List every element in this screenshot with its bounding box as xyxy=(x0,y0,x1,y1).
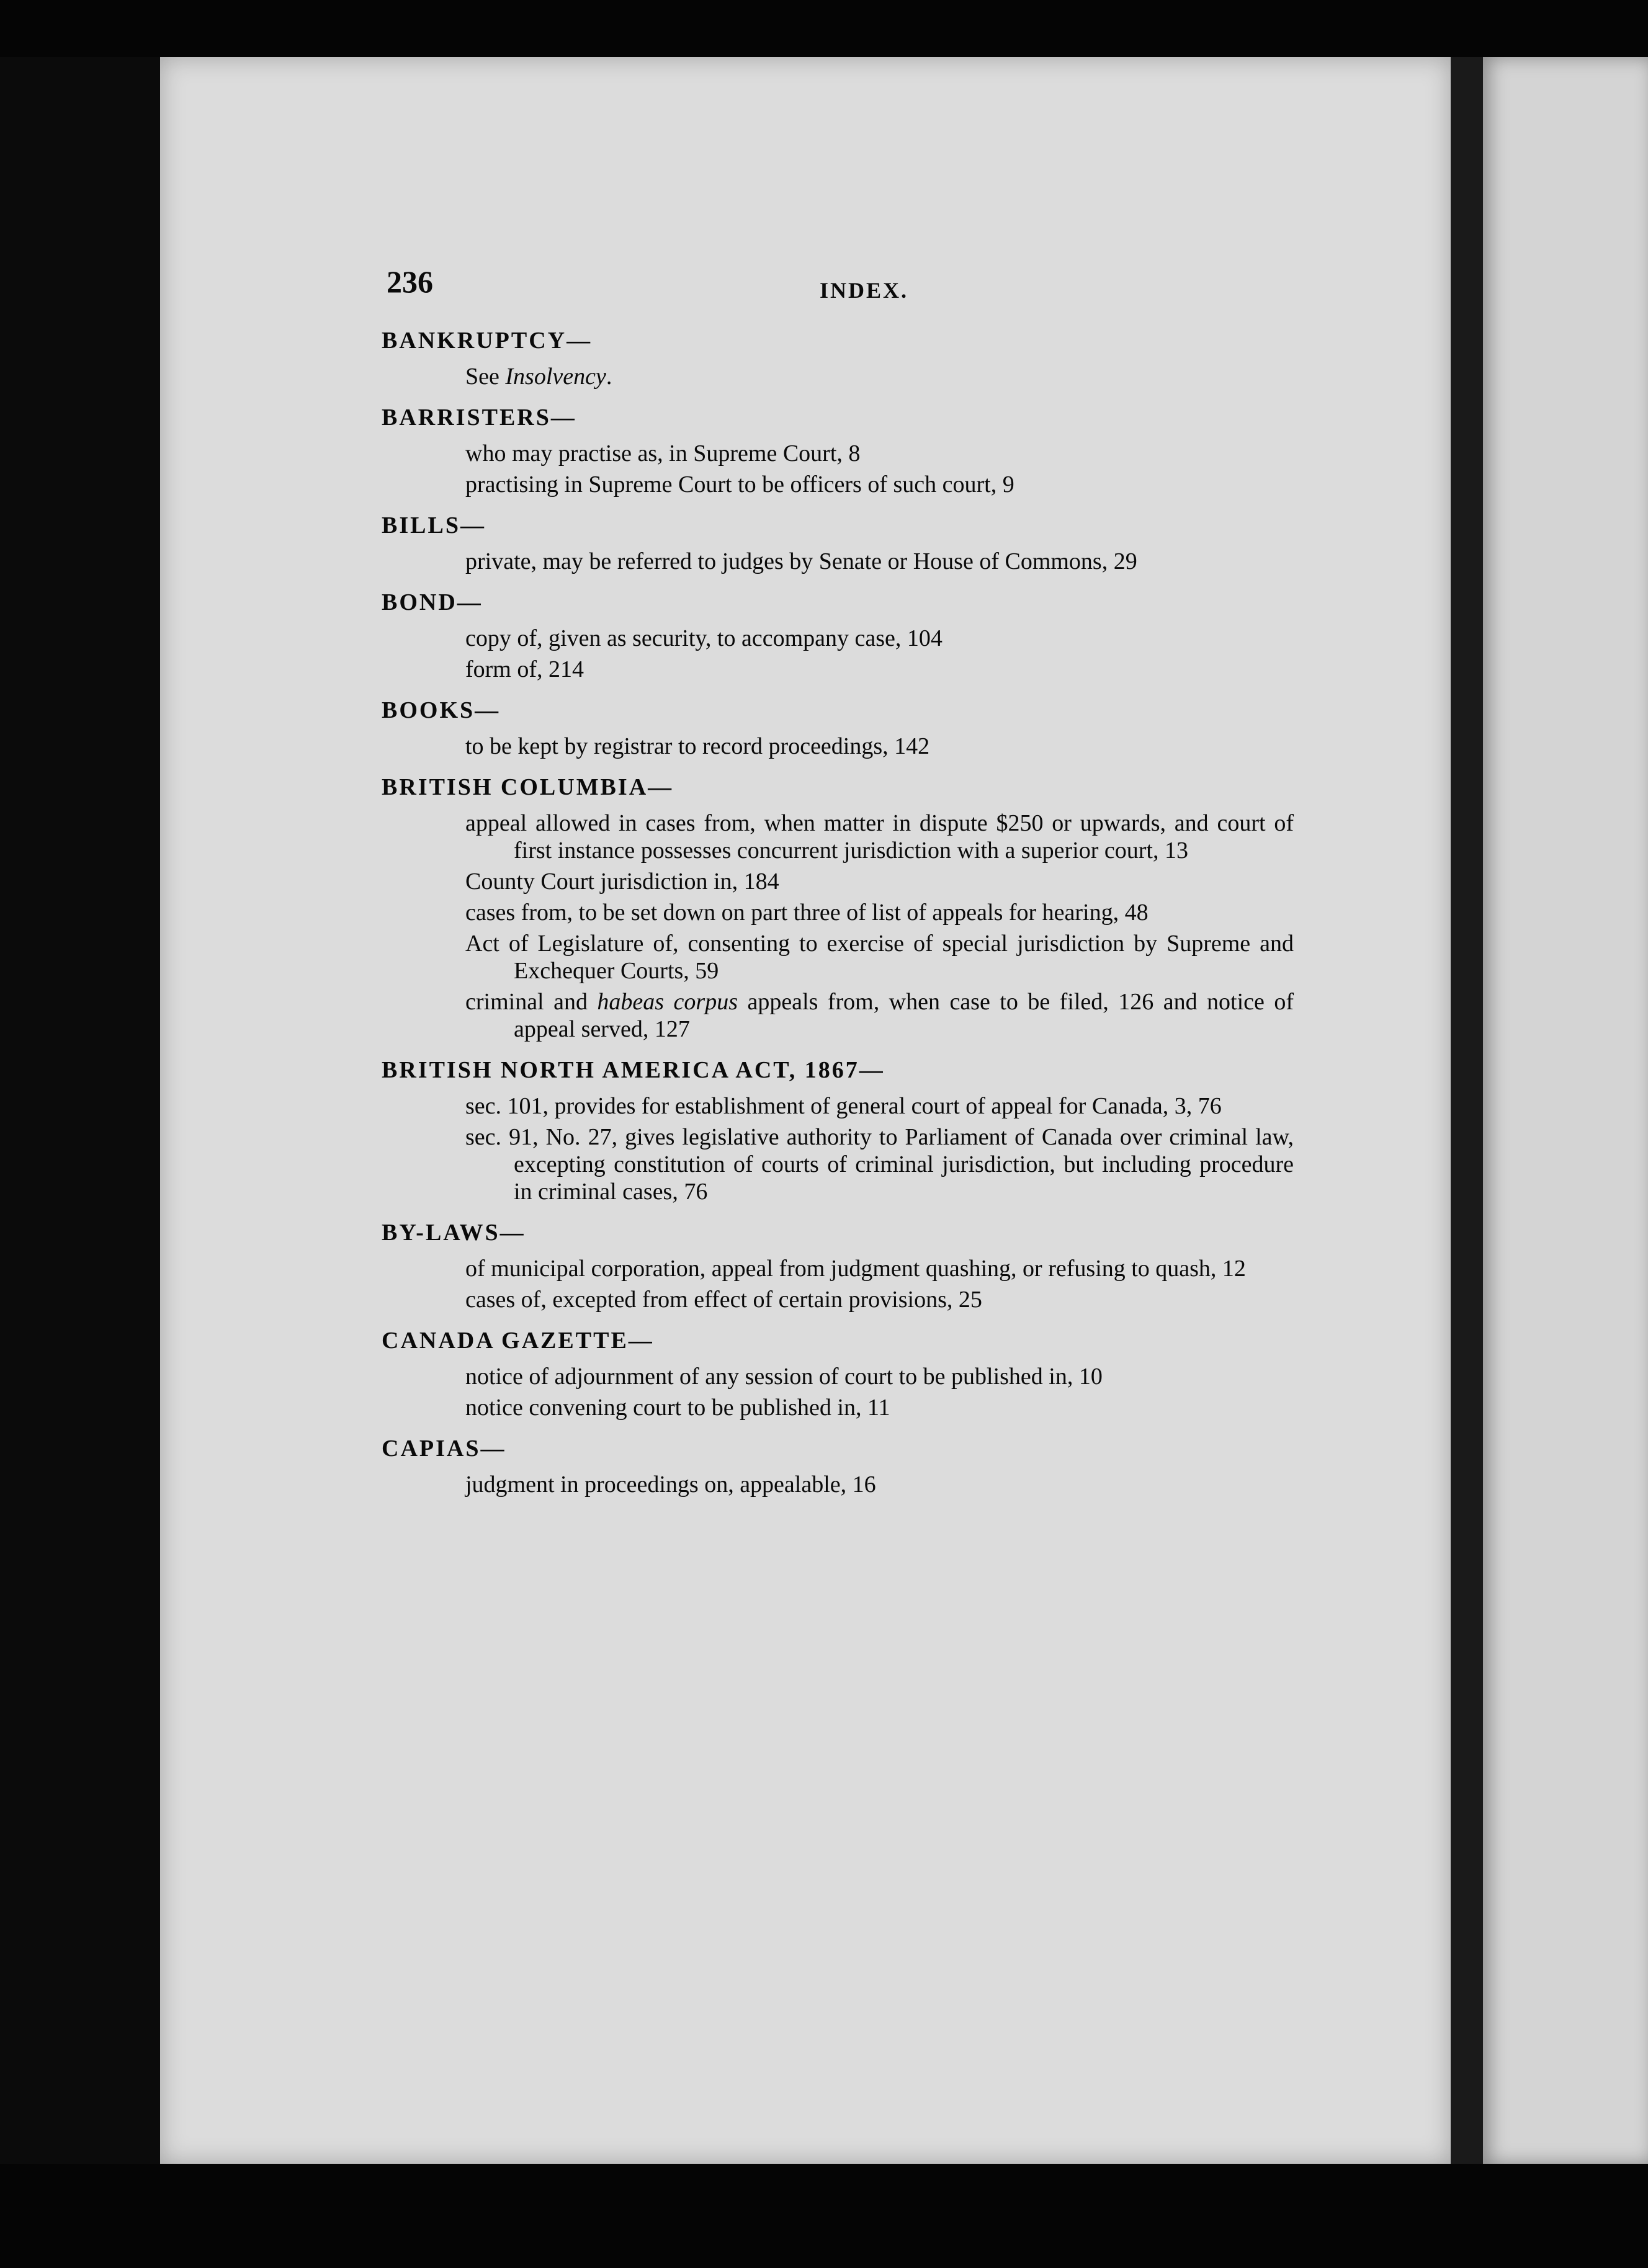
index-entry: cases from, to be set down on part three of list of appeals for hearing, 48 xyxy=(465,900,1149,926)
entry-italic-text: Insolvency xyxy=(505,364,606,390)
index-heading: BILLS— xyxy=(382,512,486,538)
index-section xyxy=(382,327,1294,390)
book-gutter xyxy=(1451,57,1483,2164)
entry-italic-text: habeas corpus xyxy=(597,989,738,1015)
index-entry: sec. 91, No. 27, gives legislative authority to Parliament of Canada over criminal law, excepting constitution of courts of criminal jurisdiction, but including procedure in criminal cases, 76 xyxy=(465,1124,1294,1205)
index-heading: BOOKS— xyxy=(382,697,501,723)
index-entry: sec. 101, provides for establishment of general court of appeal for Canada, 3, 76 xyxy=(465,1093,1222,1119)
running-head: INDEX. xyxy=(820,278,909,303)
entry-text: See xyxy=(465,364,506,390)
index-entry: appeal allowed in cases from, when matter in dispute $250 or upwards, and court of first instance possesses concurrent jurisdiction with a superior court, 13 xyxy=(465,810,1294,864)
index-entry: notice convening court to be published in, 11 xyxy=(465,1395,890,1421)
index-entry: notice of adjournment of any session of court to be published in, 10 xyxy=(465,1364,1103,1390)
index-heading: BOND— xyxy=(382,589,483,615)
index-entry: of municipal corporation, appeal from judgment quashing, or refusing to quash, 12 xyxy=(465,1256,1246,1282)
index-heading: BARRISTERS— xyxy=(382,404,576,431)
index-entry: copy of, given as security, to accompany case, 104 xyxy=(465,625,943,651)
index-heading: BY-LAWS— xyxy=(382,1220,526,1246)
entry-text: . xyxy=(606,364,612,390)
index-entry: Act of Legislature of, consenting to exercise of special jurisdiction by Supreme and Exchequer Courts, 59 xyxy=(465,931,1294,984)
index-section xyxy=(382,1056,1294,1205)
index-entry: form of, 214 xyxy=(465,656,584,682)
index-entry: judgment in proceedings on, appealable, 16 xyxy=(465,1471,876,1498)
page-number: 236 xyxy=(387,264,433,299)
index-entry xyxy=(465,363,1294,390)
index-entry: to be kept by registrar to record proceedings, 142 xyxy=(465,733,930,759)
entry-text: appeals from, when case to be filed, 126 and notice of appeal served, 127 xyxy=(514,989,1294,1042)
index-section xyxy=(382,589,1294,683)
index-heading: BRITISH COLUMBIA— xyxy=(382,774,674,800)
index-entry: County Court jurisdiction in, 184 xyxy=(465,868,779,895)
index-entry: cases of, excepted from effect of certain provisions, 25 xyxy=(465,1287,982,1313)
index-heading: BANKRUPTCY— xyxy=(382,328,593,354)
index-section xyxy=(382,1435,1294,1498)
index-section xyxy=(382,512,1294,575)
index-heading: BRITISH NORTH AMERICA ACT, 1867— xyxy=(382,1057,885,1083)
index-heading: CANADA GAZETTE— xyxy=(382,1328,654,1354)
book-edge-left xyxy=(0,57,160,2164)
index-entry: who may practise as, in Supreme Court, 8 xyxy=(465,440,861,467)
index-content xyxy=(382,264,1294,1502)
index-entry: private, may be referred to judges by Senate or House of Commons, 29 xyxy=(465,548,1137,574)
facing-page-edge xyxy=(1483,57,1648,2164)
index-entry xyxy=(465,988,1294,1043)
index-heading: CAPIAS— xyxy=(382,1435,506,1462)
page-header xyxy=(382,264,1294,313)
index-section xyxy=(382,404,1294,498)
index-sections xyxy=(382,327,1294,1498)
index-section xyxy=(382,1219,1294,1313)
index-section xyxy=(382,697,1294,760)
index-entry: practising in Supreme Court to be officers of such court, 9 xyxy=(465,471,1014,498)
entry-text: criminal and xyxy=(465,989,598,1015)
index-section xyxy=(382,1327,1294,1421)
index-section xyxy=(382,774,1294,1043)
